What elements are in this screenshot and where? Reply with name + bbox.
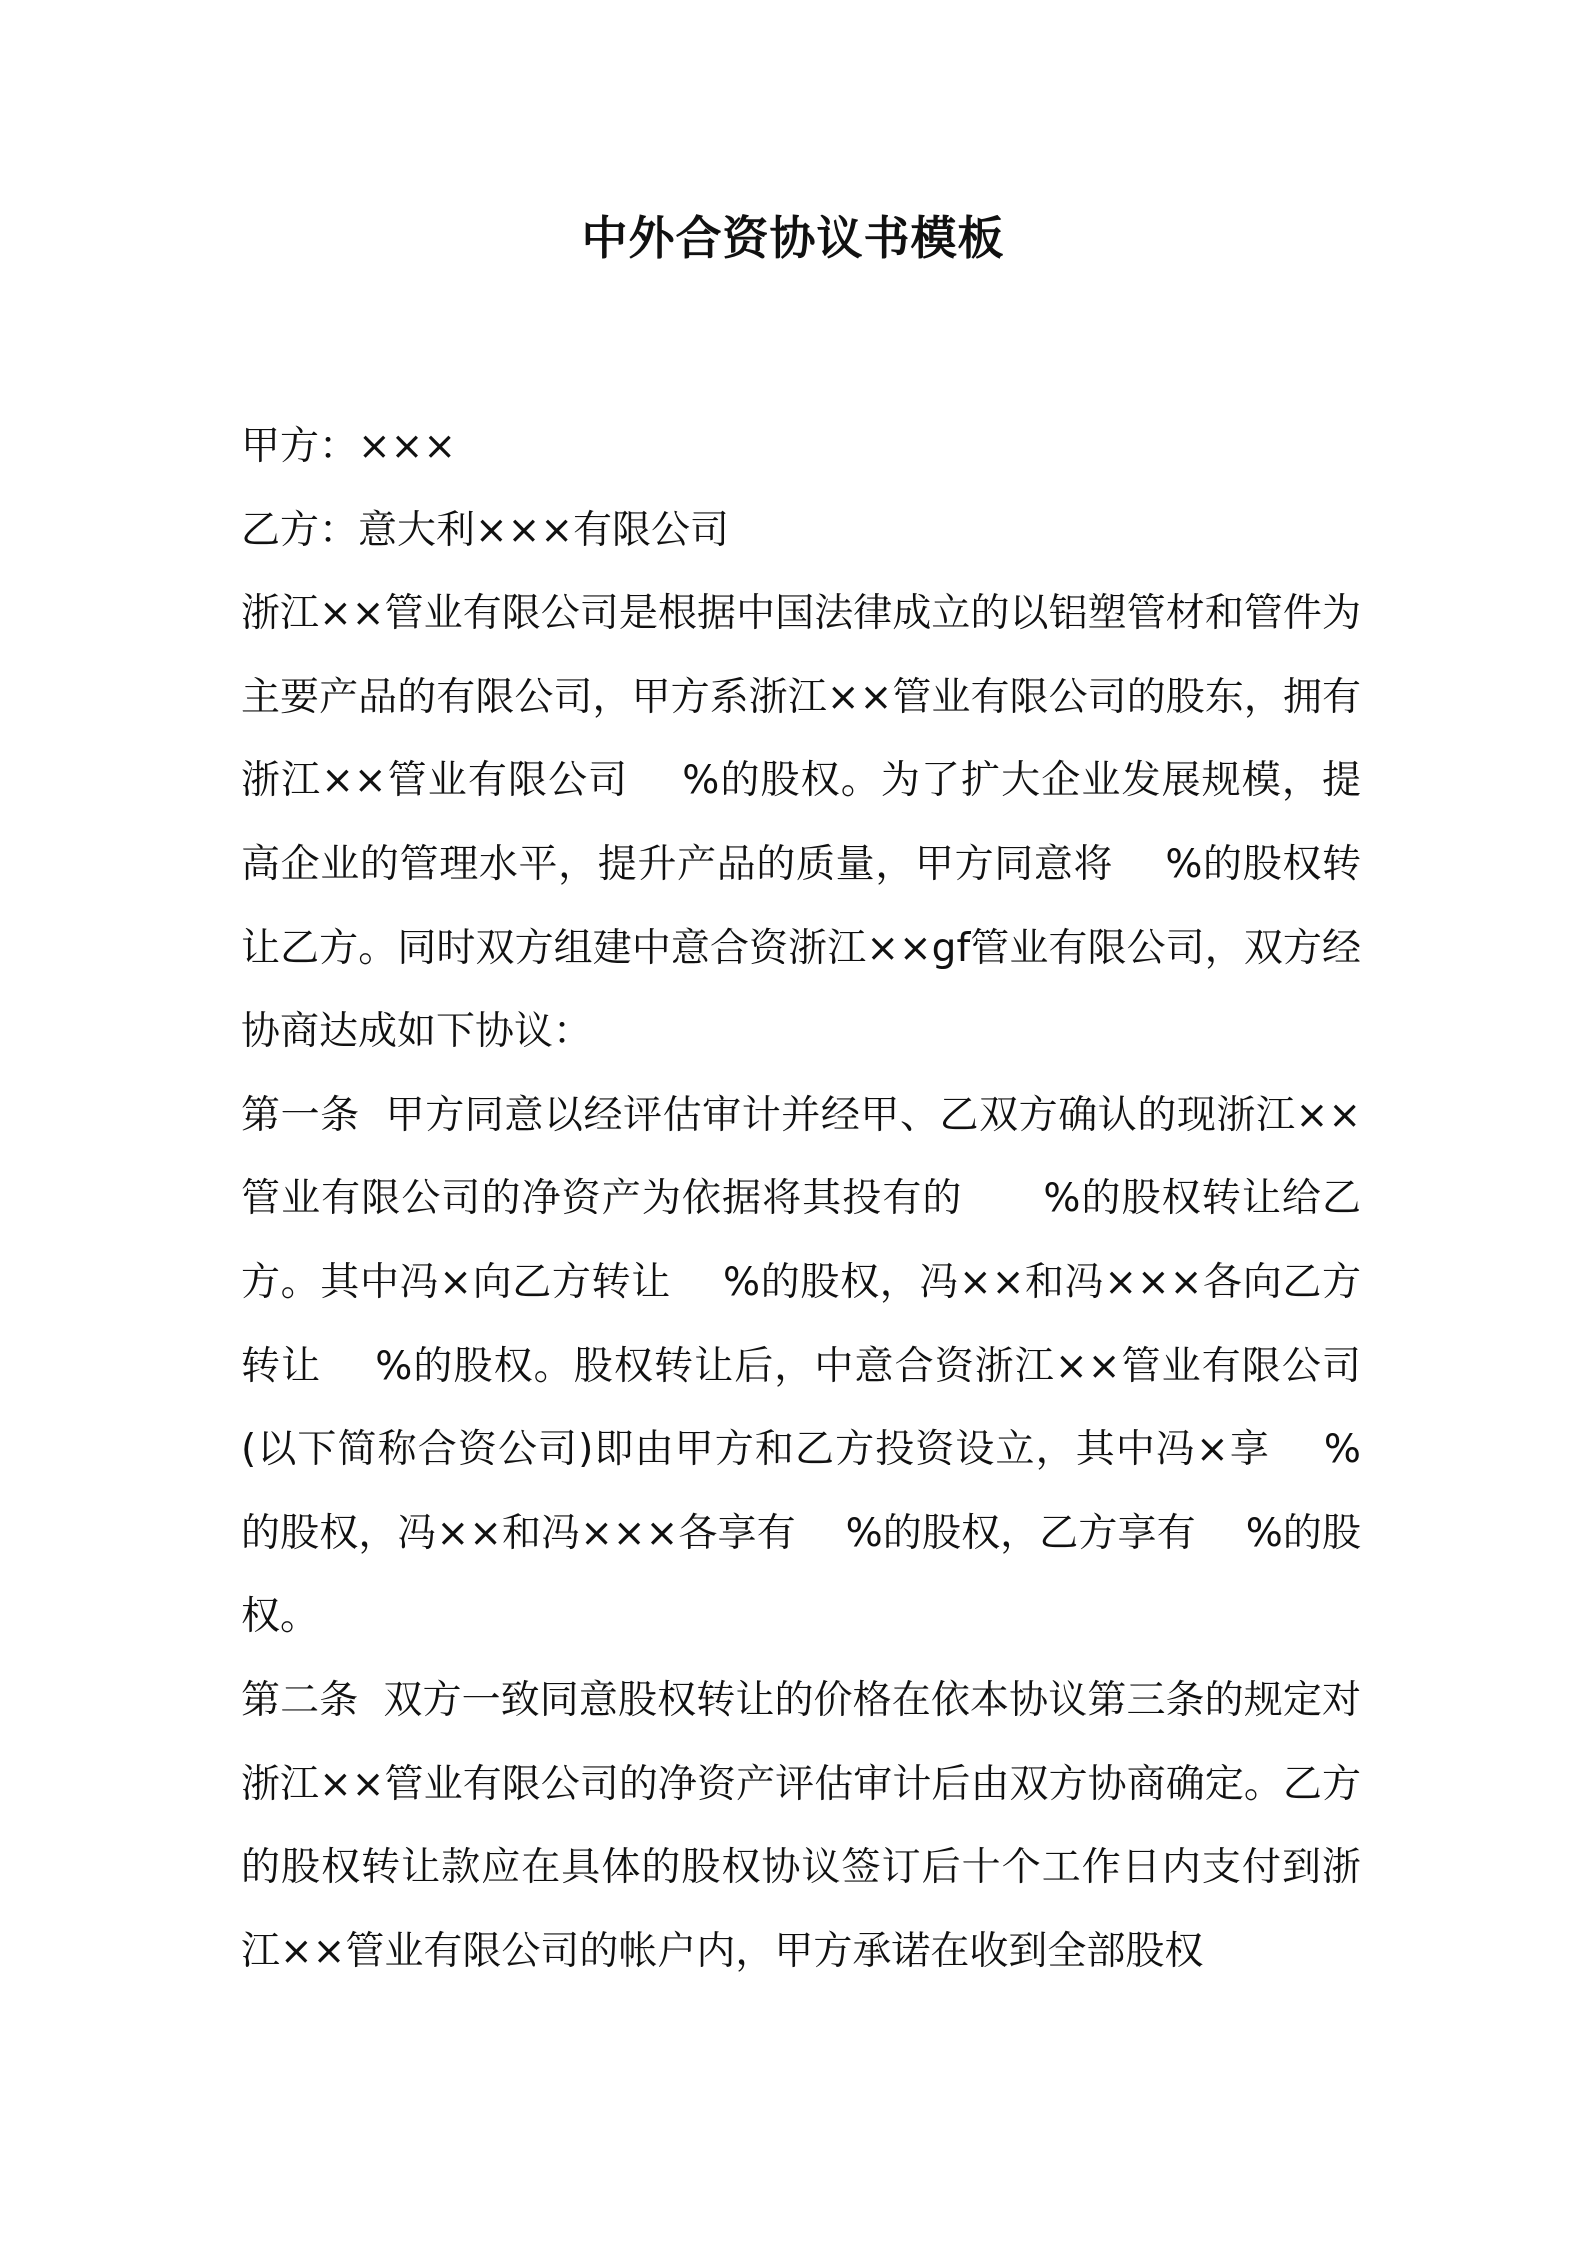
document-title: 中外合资协议书模板	[581, 211, 1005, 265]
preamble-paragraph: 浙江××管业有限公司是根据中国法律成立的以铝塑管材和管件为主要产品的有限公司，甲方系浙江××管业有限公司的股东，拥有浙江××管业有限公司 %的股权。为了扩大企业发展规模，提高企业的管理水平，提升产品的质量，甲方同意将 %的股权转让乙方。同时双方组建中意合资浙江××gf管业有限公司，双方经协商达成如下协议：	[241, 591, 1361, 1055]
article-1-paragraph: 第一条 甲方同意以经评估审计并经甲、乙双方确认的现浙江××管业有限公司的净资产为依据将其投有的 %的股权转让给乙方。其中冯×向乙方转让 %的股权，冯××和冯×××各向乙方转让 %的股权。股权转让后，中意合资浙江××管业有限公司(以下简称合资公司)即由甲方和乙方投资设立，其中冯×享 %的股权，冯××和冯×××各享有 %的股权，乙方享有 %的股权。	[241, 1092, 1361, 1640]
document-body	[241, 405, 1361, 1993]
party-b-line: 乙方：意大利×××有限公司	[241, 507, 730, 553]
party-a-line: 甲方：×××	[241, 424, 457, 469]
article-2-paragraph: 第二条 双方一致同意股权转让的价格在依本协议第三条的规定对浙江××管业有限公司的净资产评估审计后由双方协商确定。乙方的股权转让款应在具体的股权协议签订后十个工作日内支付到浙江××管业有限公司的帐户内，甲方承诺在收到全部股权	[241, 1677, 1361, 1974]
